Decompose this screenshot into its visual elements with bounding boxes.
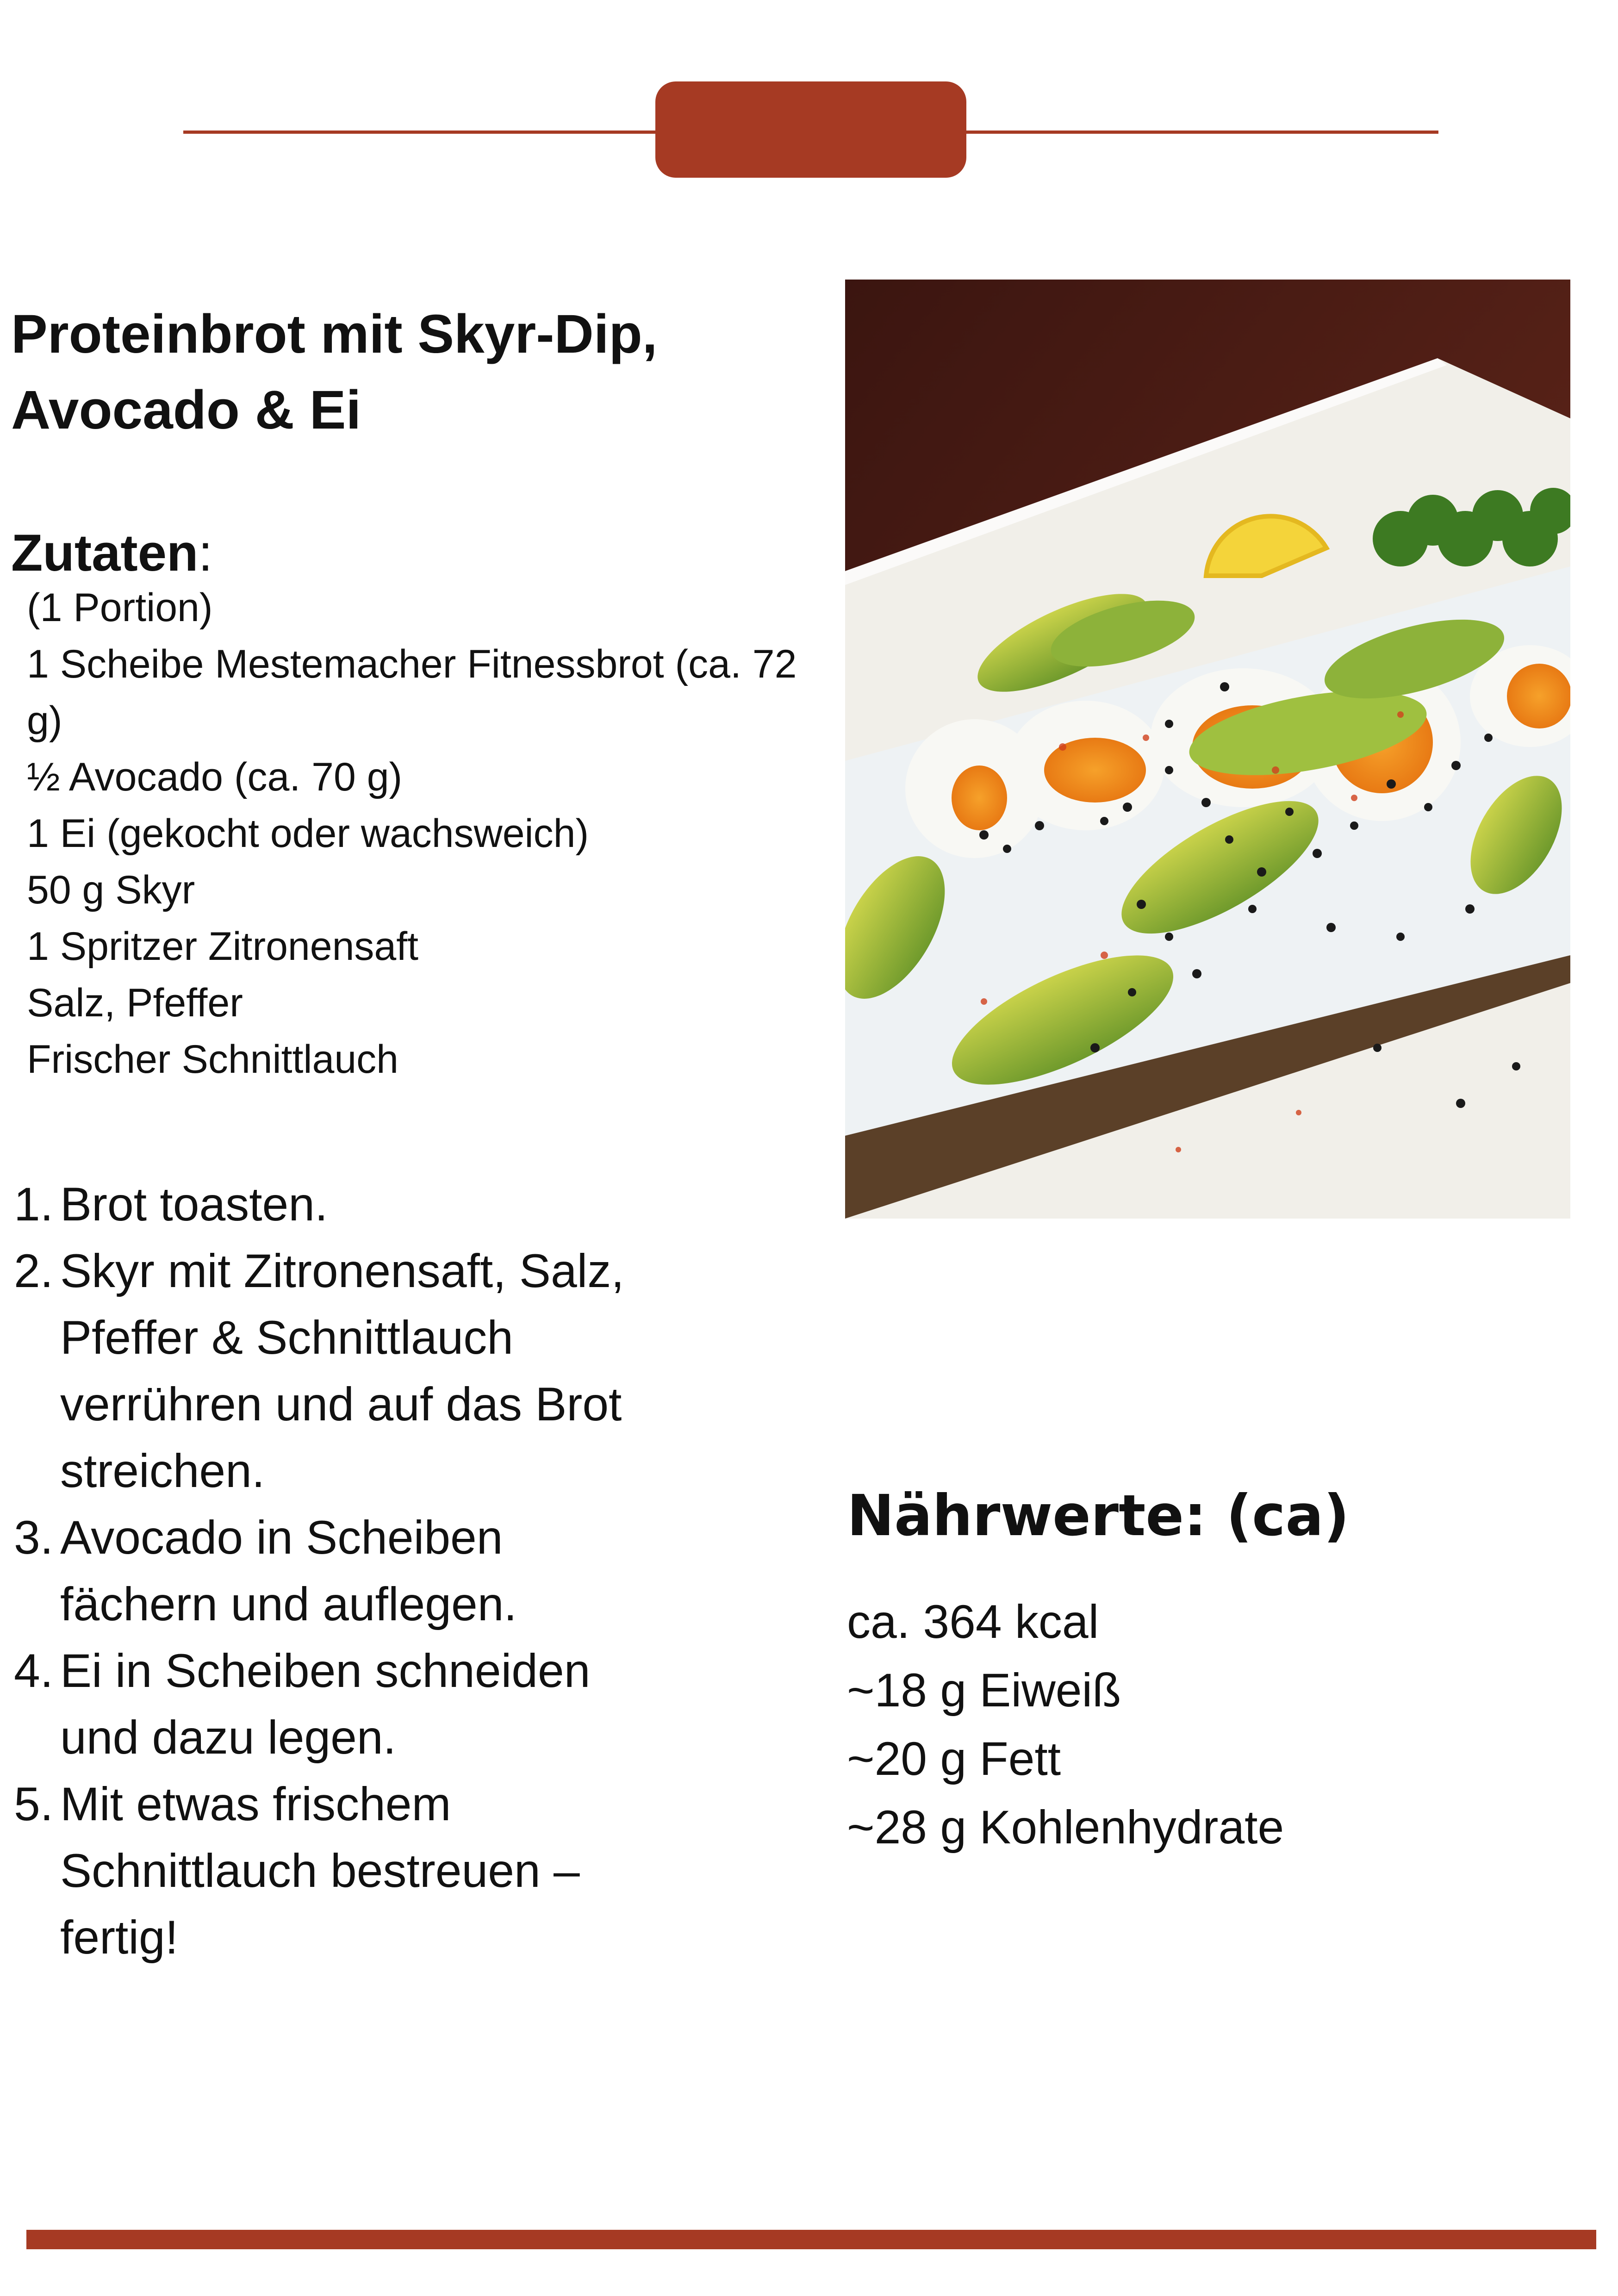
step-number: 1. (14, 1178, 54, 1231)
step-text: Avocado in Scheiben fächern und auflegen. (60, 1511, 517, 1630)
step-number: 4. (14, 1644, 54, 1697)
recipe-title: Proteinbrot mit Skyr-Dip, Avocado & Ei (11, 304, 658, 441)
nutrition-list (847, 1587, 1284, 1861)
step-number: 5. (14, 1778, 54, 1830)
instruction-step (14, 1637, 671, 1771)
nutrition-item: ~20 g Fett (847, 1732, 1061, 1785)
step-text: Mit etwas frischem Schnittlauch bestreuen – fertig! (60, 1778, 580, 1964)
ingredient-item: 50 g Skyr (27, 868, 195, 912)
nutrition-item: ~28 g Kohlenhydrate (847, 1801, 1284, 1854)
recipe-photo (845, 280, 1570, 1219)
header-tab-decoration (655, 81, 966, 178)
nutrition-heading: Nährwerte: (ca) (847, 1483, 1350, 1549)
step-number: 3. (14, 1511, 54, 1564)
step-text: Skyr mit Zitronensaft, Salz, Pfeffer & Schnittlauch verrühren und auf das Brot streichen. (60, 1244, 624, 1497)
ingredient-item: 1 Scheibe Mestemacher Fitnessbrot (ca. 72 g) (27, 642, 797, 743)
ingredient-item: (1 Portion) (27, 585, 213, 630)
ingredient-item: Frischer Schnittlauch (27, 1037, 398, 1082)
step-text: Brot toasten. (60, 1178, 328, 1231)
instruction-step (14, 1171, 671, 1238)
ingredients-heading-colon: : (198, 524, 213, 582)
nutrition-item: ~18 g Eiweiß (847, 1664, 1121, 1717)
ingredients-list (27, 579, 814, 1088)
ingredient-item: 1 Spritzer Zitronensaft (27, 924, 419, 969)
ingredient-item: ½ Avocado (ca. 70 g) (27, 755, 403, 799)
instruction-step (14, 1238, 671, 1504)
instruction-step (14, 1771, 671, 1971)
instructions-list (14, 1171, 671, 1971)
instruction-step (14, 1504, 671, 1637)
ingredients-heading-label: Zutaten (11, 524, 199, 582)
ingredient-item: 1 Ei (gekocht oder wachsweich) (27, 811, 589, 856)
ingredient-item: Salz, Pfeffer (27, 981, 243, 1025)
nutrition-item: ca. 364 kcal (847, 1595, 1099, 1648)
step-number: 2. (14, 1244, 54, 1297)
ingredients-heading (11, 518, 213, 588)
footer-bar (26, 2230, 1596, 2249)
step-text: Ei in Scheiben schneiden und dazu legen. (60, 1644, 591, 1764)
